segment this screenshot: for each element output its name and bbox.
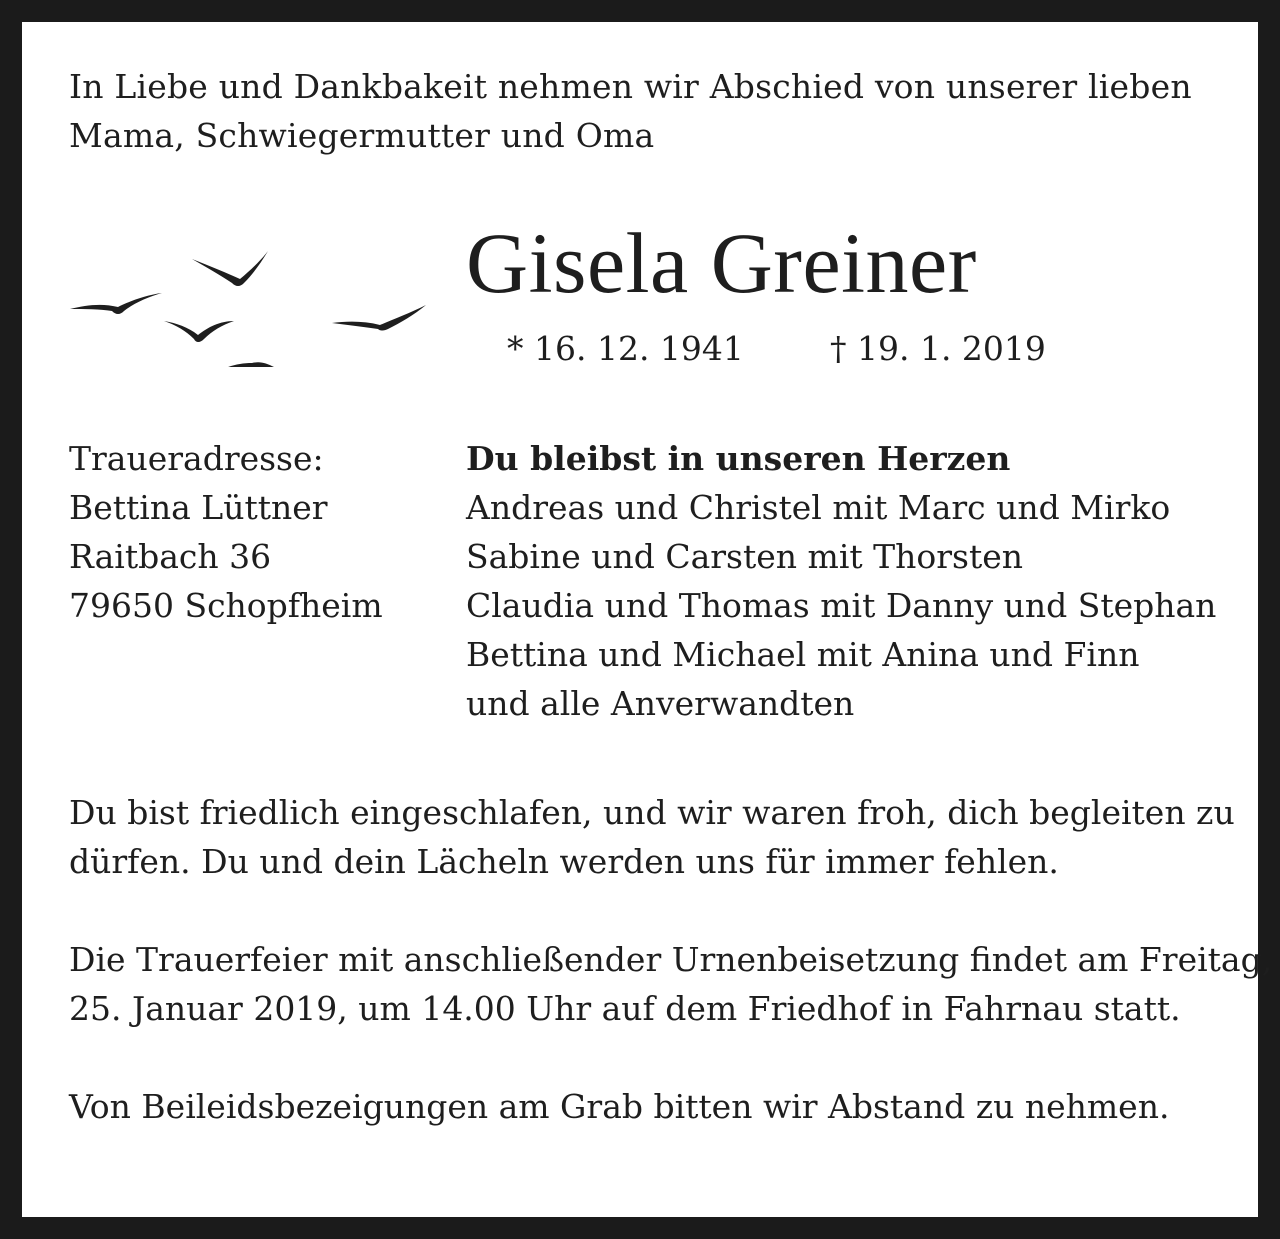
condolence-paragraph [69, 1082, 1229, 1131]
family-member: und alle Anverwandten [466, 684, 855, 723]
family-member: Bettina und Michael mit Anina und Finn [466, 635, 1140, 674]
family-heading: Du bleibst in unseren Herzen [466, 439, 1011, 478]
family-member: Claudia und Thomas mit Danny und Stephan [466, 586, 1217, 625]
obituary-notice [22, 22, 1273, 1217]
address-street: Raitbach 36 [69, 537, 272, 576]
deceased-name: Gisela Greiner [466, 215, 977, 311]
funeral-info-line-1: Die Trauerfeier mit anschließender Urnenbeisetzung findet am Freitag, [69, 940, 1273, 979]
condolence-line-1: Von Beileidsbezeigungen am Grab bitten wir Abstand zu nehmen. [69, 1087, 1170, 1126]
intro-line-1: In Liebe und Dankbakeit nehmen wir Abschied von unserer lieben [69, 67, 1192, 106]
funeral-info-line-2: 25. Januar 2019, um 14.00 Uhr auf dem Friedhof in Fahrnau statt. [69, 989, 1181, 1028]
family-member: Sabine und Carsten mit Thorsten [466, 537, 1024, 576]
address-name: Bettina Lüttner [69, 488, 328, 527]
family-list [466, 434, 1246, 728]
intro-line-2: Mama, Schwiegermutter und Oma [69, 116, 655, 155]
bird-icon [332, 305, 426, 331]
bird-icon [70, 293, 162, 314]
bird-icon [212, 362, 274, 367]
funeral-info-paragraph [69, 935, 1273, 1033]
family-member: Andreas und Christel mit Marc und Mirko [466, 488, 1171, 527]
death-date: † 19. 1. 2019 [830, 329, 1046, 368]
bird-icon [192, 251, 268, 286]
address-city: 79650 Schopfheim [69, 586, 383, 625]
address-label: Traueradresse: [69, 439, 324, 478]
intro-text [69, 62, 1219, 160]
farewell-paragraph [69, 788, 1235, 886]
bird-icon [164, 321, 234, 342]
flying-birds-icon [62, 217, 442, 367]
birth-date: * 16. 12. 1941 [507, 329, 744, 368]
mourning-address [69, 434, 429, 630]
farewell-line-2: dürfen. Du und dein Lächeln werden uns für immer fehlen. [69, 842, 1059, 881]
farewell-line-1: Du bist friedlich eingeschlafen, und wir waren froh, dich begleiten zu [69, 793, 1235, 832]
